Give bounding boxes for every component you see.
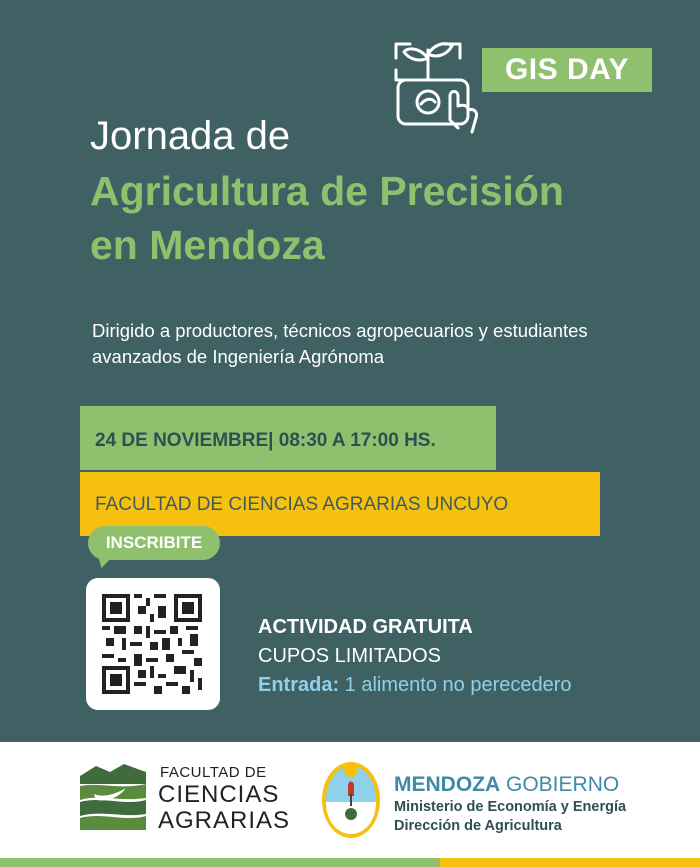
entry-label: Entrada:	[258, 674, 340, 696]
event-venue: FACULTAD DE CIENCIAS AGRARIAS UNCUYO	[95, 494, 509, 515]
title-line-1: Jornada de	[90, 114, 291, 158]
audience-description: Dirigido a productores, técnicos agropecuarios y estudiantes avanzados de Ingeniería Agrónoma	[92, 320, 588, 367]
gov-title-regular: GOBIERNO	[500, 773, 620, 796]
title-line-3: en Mendoza	[90, 222, 325, 268]
gov-ministry: Ministerio de Economía y Energía	[394, 799, 627, 815]
gov-title-bold: MENDOZA	[394, 773, 501, 796]
mendoza-shield-icon	[320, 756, 382, 840]
event-date-time: 24 DE NOVIEMBRE| 08:30 A 17:00 HS.	[95, 430, 436, 451]
register-button[interactable]: INSCRIBITE	[88, 526, 220, 560]
qr-code-icon[interactable]	[102, 594, 202, 694]
entry-value: 1 alimento no perecedero	[339, 674, 572, 696]
fca-name-line-3: AGRARIAS	[158, 807, 291, 834]
free-activity-label: ACTIVIDAD GRATUITA	[258, 616, 473, 638]
limited-spots-label: CUPOS LIMITADOS	[258, 645, 441, 667]
fca-logo-icon	[80, 764, 146, 830]
gis-day-badge: GIS DAY	[482, 48, 652, 92]
fca-name-line-2: CIENCIAS	[158, 781, 280, 808]
fca-name-line-1: FACULTAD DE	[160, 764, 267, 781]
entry-requirement	[258, 674, 572, 697]
gov-title	[394, 773, 619, 797]
title-line-2: Agricultura de Precisión	[90, 168, 564, 214]
gov-directorate: Dirección de Agricultura	[394, 818, 562, 834]
footer-stripe-yellow	[440, 858, 700, 867]
footer-stripe-green	[0, 858, 440, 867]
